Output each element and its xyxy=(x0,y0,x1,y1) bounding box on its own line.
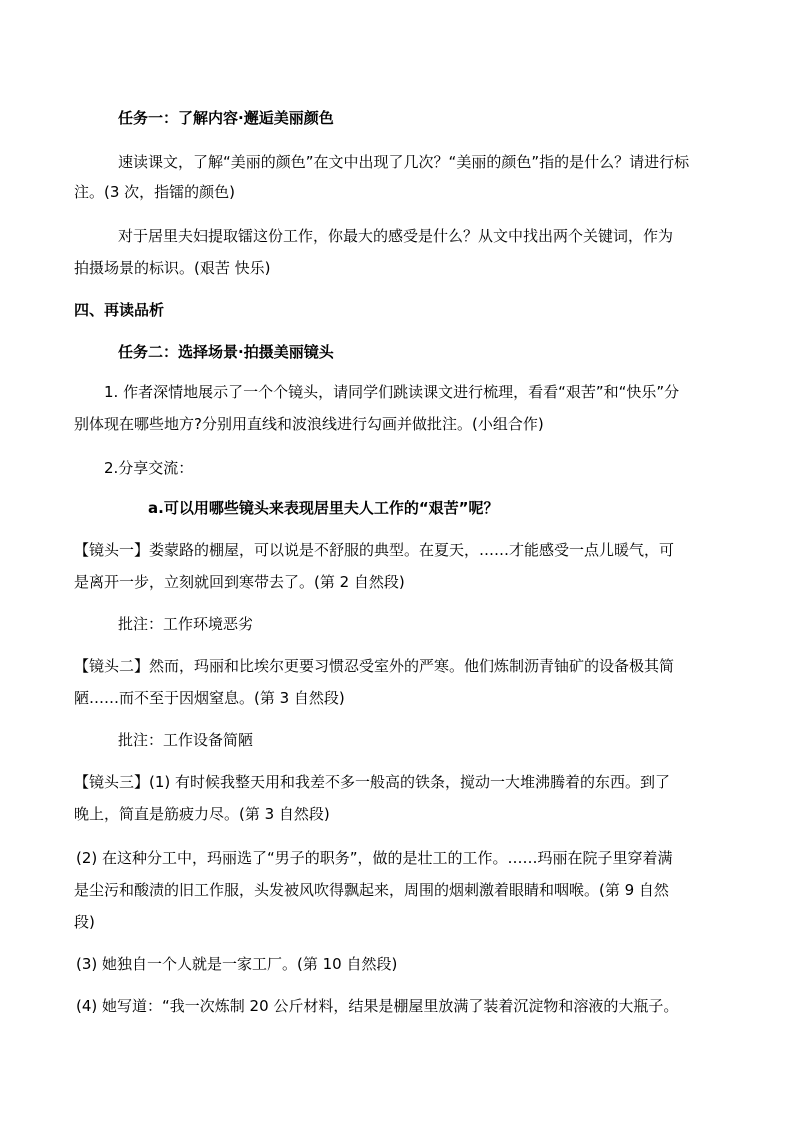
shot1-note: 批注：工作环境恶劣 xyxy=(118,615,254,633)
task2-heading: 任务二：选择场景·拍摄美丽镜头 xyxy=(118,343,334,361)
shot1-line2: 是离开一步，立刻就回到寒带去了。(第 2 自然段) xyxy=(74,573,405,591)
shot2-note: 批注：工作设备简陋 xyxy=(118,731,254,749)
question-a: a.可以用哪些镜头来表现居里夫人工作的“艰苦”呢？ xyxy=(148,499,499,517)
task1-paragraph1-line1: 速读课文，了解“美丽的颜色”在文中出现了几次？“美丽的颜色”指的是什么？请进行标 xyxy=(118,153,690,171)
shot3-item2-line2: 是尘污和酸渍的旧工作服，头发被风吹得飘起来，周围的烟刺激着眼睛和咽喉。(第 9 自然 xyxy=(74,881,669,899)
section4-heading: 四、再读品析 xyxy=(74,301,165,319)
shot3-item2-line1: (2) 在这种分工中，玛丽选了“男子的职务”，做的是壮工的工作。……玛丽在院子里穿着满 xyxy=(76,849,673,867)
task1-heading: 任务一：了解内容·邂逅美丽颜色 xyxy=(118,109,334,127)
shot2-line2: 陋……而不至于因烟窒息。(第 3 自然段) xyxy=(74,689,345,707)
shot1-line1: 【镜头一】娄蒙路的棚屋，可以说是不舒服的典型。在夏天，……才能感受一点儿暖气，可 xyxy=(74,541,675,559)
task1-paragraph1-line2: 注。(3 次，指镭的颜色) xyxy=(74,183,236,201)
task2-item2: 2.分享交流： xyxy=(104,459,194,477)
task1-paragraph2-line2: 拍摄场景的标识。(艰苦 快乐) xyxy=(74,259,271,277)
shot2-line1: 【镜头二】然而，玛丽和比埃尔更要习惯忍受室外的严寒。他们炼制沥青铀矿的设备极其简 xyxy=(74,657,675,675)
shot3-item4: (4) 她写道：“我一次炼制 20 公斤材料，结果是棚屋里放满了装着沉淀物和溶液的大瓶子。 xyxy=(76,997,679,1015)
shot3-item3: (3) 她独自一个人就是一家工厂。(第 10 自然段) xyxy=(76,955,398,973)
shot3-line2: 晚上，简直是筋疲力尽。(第 3 自然段) xyxy=(74,805,330,823)
task1-paragraph2-line1: 对于居里夫妇提取镭这份工作，你最大的感受是什么？从文中找出两个关键词，作为 xyxy=(118,227,674,245)
task2-item1-line2: 别体现在哪些地方?分别用直线和波浪线进行勾画并做批注。(小组合作) xyxy=(74,415,544,433)
shot3-line1: 【镜头三】(1) 有时候我整天用和我差不多一般高的铁条，搅动一大堆沸腾着的东西。到了 xyxy=(74,773,671,791)
task2-item1-line1: 1. 作者深情地展示了一个个镜头，请同学们跳读课文进行梳理，看看“艰苦”和“快乐”分 xyxy=(104,383,680,401)
shot3-item2-line3: 段) xyxy=(74,913,95,931)
